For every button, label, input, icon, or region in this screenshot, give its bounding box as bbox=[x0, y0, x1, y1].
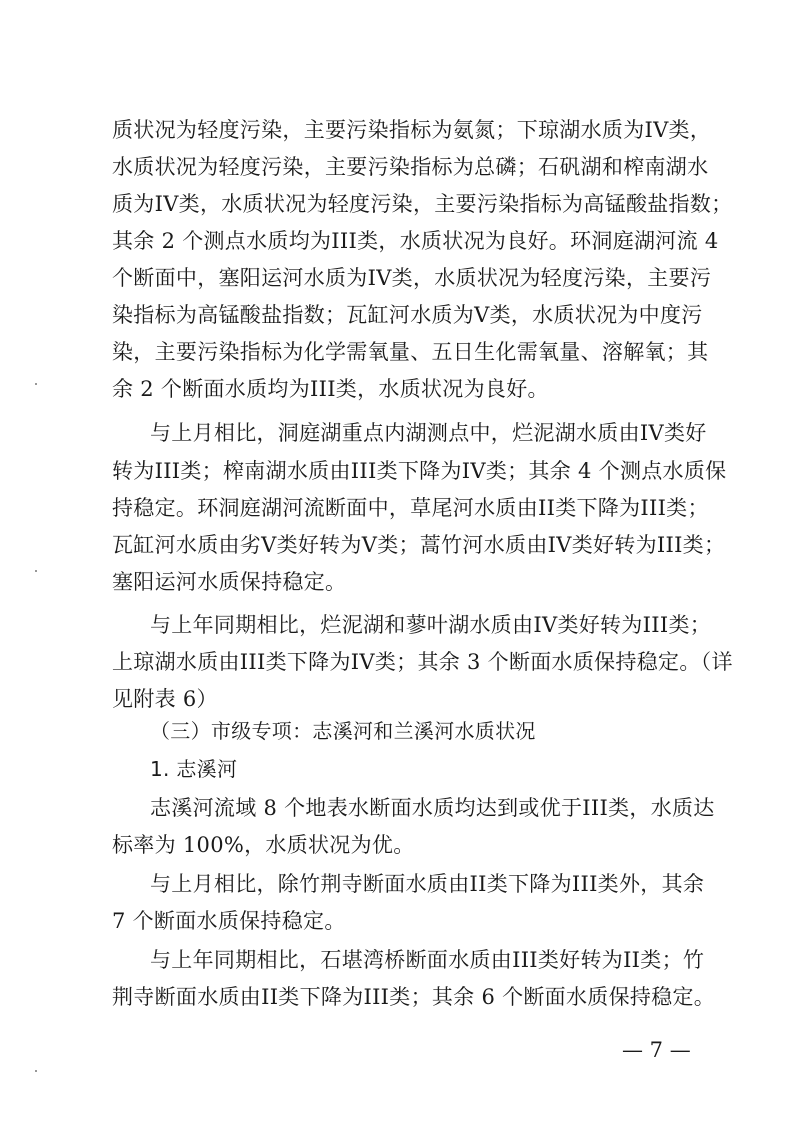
paragraph-1-line-8: 余 2 个断面水质均为III类，水质状况为良好。 bbox=[112, 377, 549, 401]
paragraph-2-line-4: 瓦缸河水质由劣V类好转为V类；蒿竹河水质由IV类好转为III类； bbox=[112, 533, 726, 557]
margin-speck bbox=[35, 570, 37, 572]
paragraph-1-line-3: 质为IV类，水质状况为轻度污染，主要污染指标为高锰酸盐指数； bbox=[112, 192, 733, 216]
paragraph-1-line-4: 其余 2 个测点水质均为III类，水质状况为良好。环洞庭湖河流 4 bbox=[112, 229, 719, 253]
paragraph-2-line-5: 塞阳运河水质保持稳定。 bbox=[112, 570, 347, 594]
paragraph-2-line-2: 转为III类；榨南湖水质由III类下降为IV类；其余 4 个测点水质保 bbox=[112, 459, 727, 483]
paragraph-3-line-3: 见附表 6） bbox=[112, 687, 218, 711]
paragraph-1-line-2: 水质状况为轻度污染，主要污染指标为总磷；石矾湖和榨南湖水 bbox=[112, 155, 709, 179]
paragraph-4-line-1: 志溪河流域 8 个地表水断面水质均达到或优于III类，水质达 bbox=[150, 796, 715, 820]
paragraph-3-line-2: 上琼湖水质由III类下降为IV类；其余 3 个断面水质保持稳定。（详 bbox=[112, 650, 733, 674]
paragraph-5-line-2: 7 个断面水质保持稳定。 bbox=[112, 909, 346, 933]
paragraph-2-line-3: 持稳定。环洞庭湖河流断面中，草尾河水质由II类下降为III类； bbox=[112, 496, 709, 520]
paragraph-6-line-1: 与上年同期相比，石堪湾桥断面水质由III类好转为II类；竹 bbox=[150, 948, 705, 972]
paragraph-1-line-5: 个断面中，塞阳运河水质为IV类，水质状况为轻度污染，主要污 bbox=[112, 266, 712, 290]
subheading: 1. 志溪河 bbox=[150, 757, 238, 781]
margin-speck bbox=[35, 1070, 37, 1072]
paragraph-1-line-6: 染指标为高锰酸盐指数；瓦缸河水质为V类，水质状况为中度污 bbox=[112, 303, 703, 327]
page-number: — 7 — bbox=[622, 1038, 691, 1062]
paragraph-5-line-1: 与上月相比，除竹荆寺断面水质由II类下降为III类外，其余 bbox=[150, 872, 705, 896]
paragraph-1-line-7: 染，主要污染指标为化学需氧量、五日生化需氧量、溶解氧；其 bbox=[112, 340, 709, 364]
paragraph-4-line-2: 标率为 100%，水质状况为优。 bbox=[112, 833, 415, 857]
paragraph-1-line-1: 质状况为轻度污染，主要污染指标为氨氮；下琼湖水质为IV类， bbox=[112, 118, 712, 142]
paragraph-3-line-1: 与上年同期相比，烂泥湖和蓼叶湖水质由IV类好转为III类； bbox=[150, 613, 712, 637]
paragraph-2-line-1: 与上月相比，洞庭湖重点内湖测点中，烂泥湖水质由IV类好 bbox=[150, 421, 707, 445]
paragraph-6-line-2: 荆寺断面水质由II类下降为III类；其余 6 个断面水质保持稳定。 bbox=[112, 985, 716, 1009]
margin-speck bbox=[35, 383, 37, 385]
section-heading: （三）市级专项：志溪河和兰溪河水质状况 bbox=[150, 719, 536, 743]
